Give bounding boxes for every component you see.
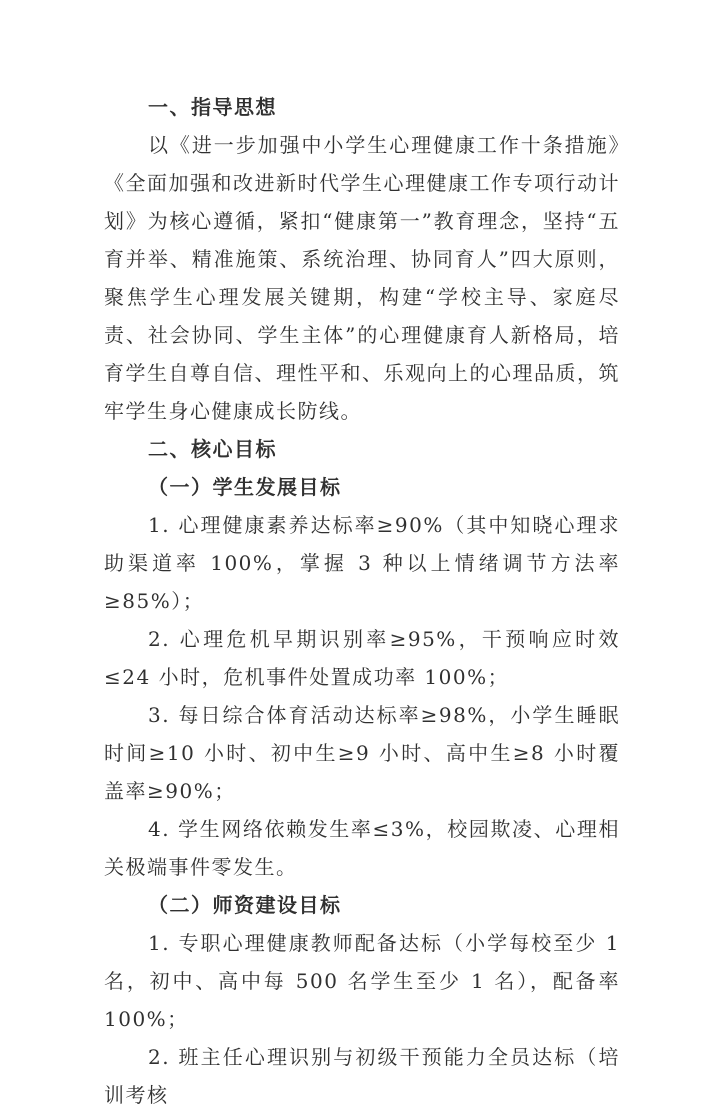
teacher-goal-item-2-truncated: 2. 班主任心理识别与初级干预能力全员达标（培训考核 xyxy=(104,1045,620,1107)
heading-guiding-ideology: 一、指导思想 xyxy=(148,95,277,119)
teacher-goal-item-1: 1. 专职心理健康教师配备达标（小学每校至少 1 名，初中、高中每 500 名学生至少 1 名），配备率 100%； xyxy=(104,931,620,1031)
student-goal-item-3: 3. 每日综合体育活动达标率≥98%，小学生睡眠时间≥10 小时、初中生≥9 小时、高中生≥8 小时覆盖率≥90%； xyxy=(104,703,620,803)
paragraph-guiding-ideology: 以《进一步加强中小学生心理健康工作十条措施》《全面加强和改进新时代学生心理健康工作专项行动计划》为核心遵循，紧扣“健康第一”教育理念，坚持“五育并举、精准施策、系统治理、协同育人”四大原则，聚焦学生心理发展关键期，构建“学校主导、家庭尽责、社会协同、学生主体”的心理健康育人新格局，培育学生自尊自信、理性平和、乐观向上的心理品质，筑牢学生身心健康成长防线。 xyxy=(104,133,620,423)
subheading-teacher-building-goals: （二）师资建设目标 xyxy=(148,893,342,917)
student-goal-item-2: 2. 心理危机早期识别率≥95%，干预响应时效≤24 小时，危机事件处置成功率 100%； xyxy=(104,627,620,689)
student-goal-item-4: 4. 学生网络依赖发生率≤3%，校园欺凌、心理相关极端事件零发生。 xyxy=(104,817,620,879)
subheading-student-development-goals: （一）学生发展目标 xyxy=(148,475,342,499)
heading-core-goals: 二、核心目标 xyxy=(148,437,277,461)
student-goal-item-1: 1. 心理健康素养达标率≥90%（其中知晓心理求助渠道率 100%，掌握 3 种以上情绪调节方法率≥85%）； xyxy=(104,513,620,613)
